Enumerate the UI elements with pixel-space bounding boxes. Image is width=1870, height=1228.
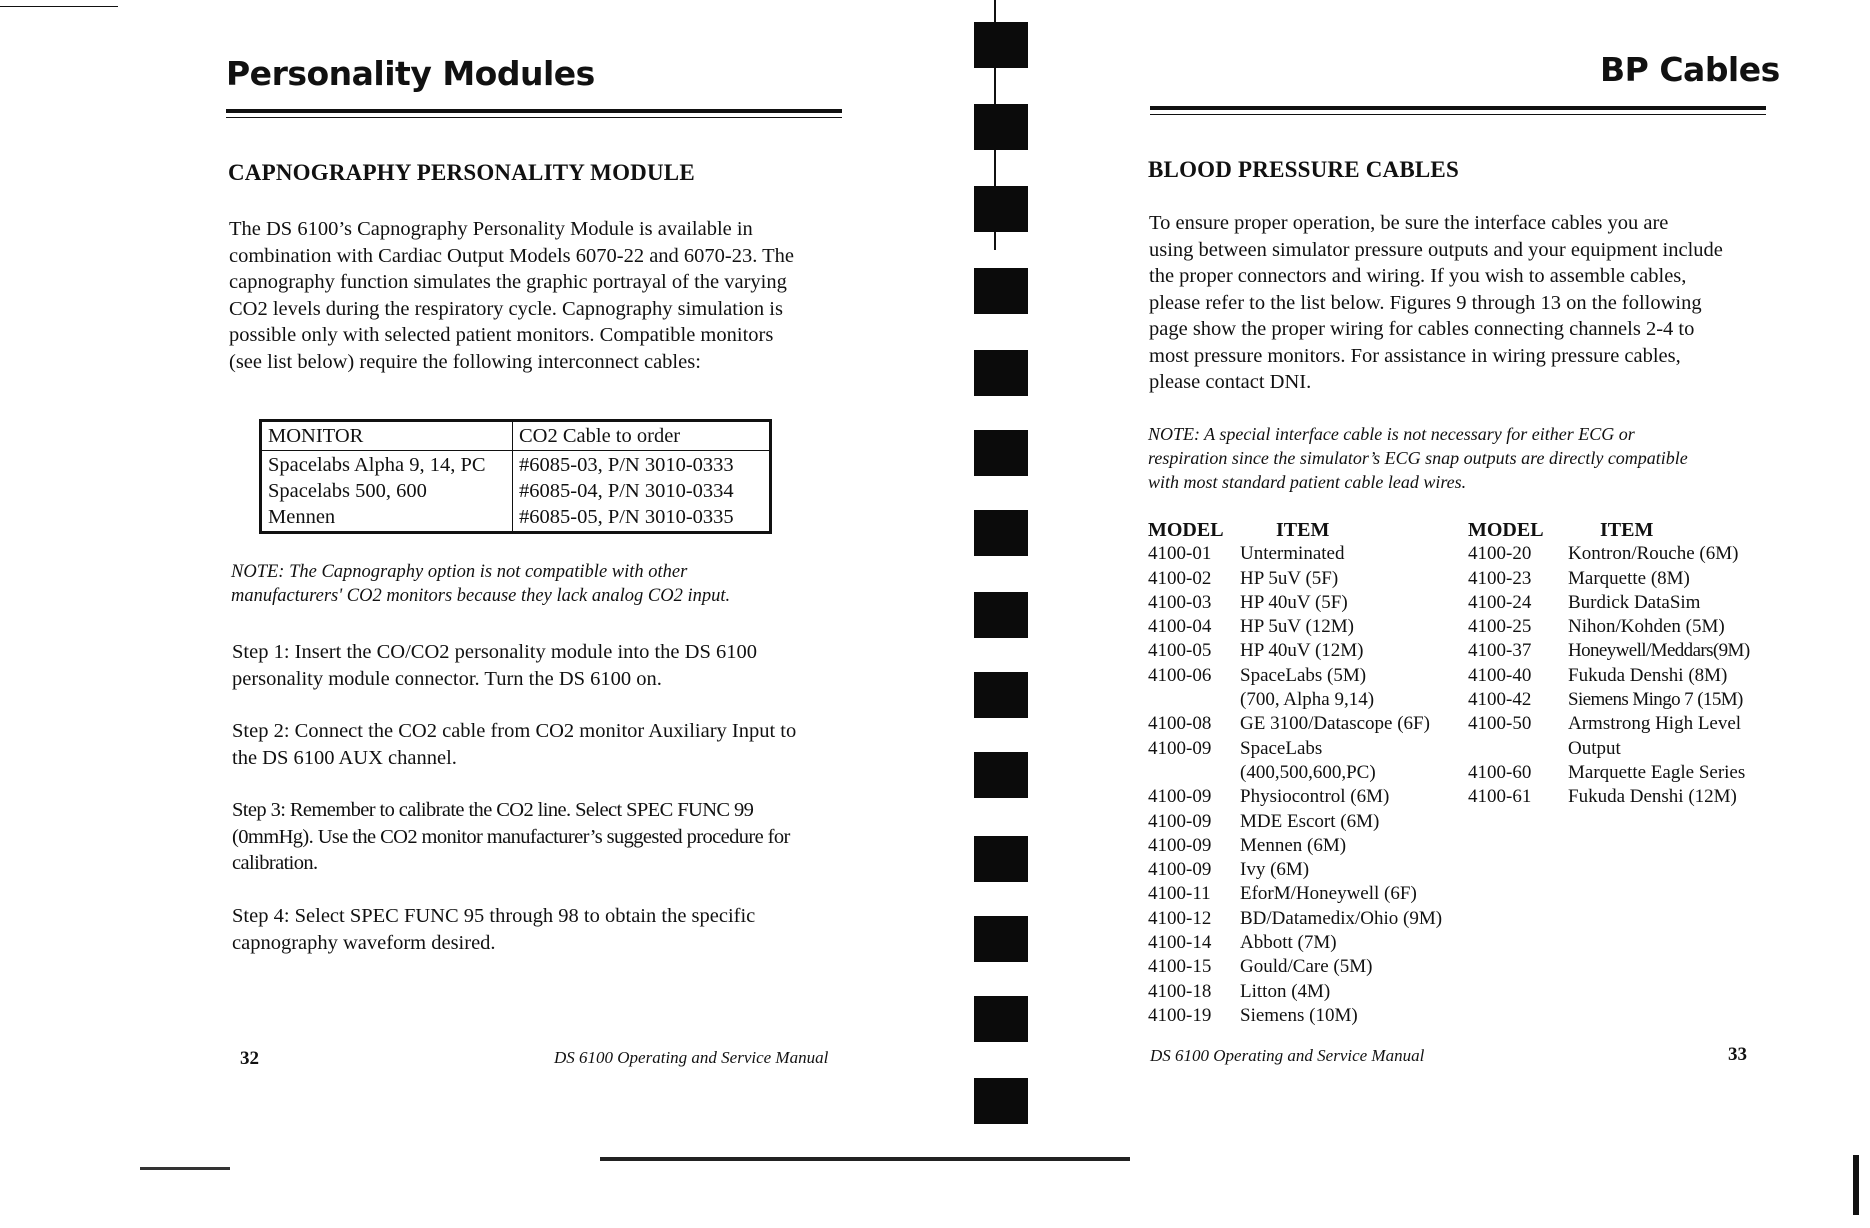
model-cell: 4100-19 — [1148, 1004, 1212, 1026]
item-cell: Kontron/Rouche (6M) — [1568, 543, 1739, 565]
item-cell: SpaceLabs — [1240, 737, 1323, 759]
cable-cell: #6085-04, P/N 3010-0334 — [519, 480, 734, 502]
step-line: personality module connector. Turn the DS 6100 on. — [232, 667, 662, 690]
item-cell: Marquette Eagle Series — [1568, 761, 1746, 783]
item-cell: HP 40uV (12M) — [1240, 640, 1364, 662]
list-item — [1148, 567, 1442, 591]
item-cell: HP 40uV (5F) — [1240, 591, 1348, 613]
step-line: Step 4: Select SPEC FUNC 95 through 98 to obtain the specific — [232, 905, 756, 927]
intro-line: The DS 6100’s Capnography Personality Module is available in — [229, 218, 753, 240]
cable-list-right — [1468, 518, 1750, 810]
cable-cell: #6085-05, P/N 3010-0335 — [519, 506, 734, 528]
list-item — [1148, 591, 1442, 615]
item-header: ITEM — [1600, 519, 1654, 541]
scan-edge-bottom-center — [600, 1157, 1130, 1161]
model-cell: 4100-09 — [1148, 810, 1212, 832]
step-line: Step 3: Remember to calibrate the CO2 line. Select SPEC FUNC 99 — [232, 799, 754, 821]
table-header-cable: CO2 Cable to order — [513, 421, 771, 451]
cable-cells — [513, 451, 771, 533]
model-cell: 4100-04 — [1148, 616, 1212, 638]
co2-cable-table — [259, 419, 772, 534]
model-cell: 4100-23 — [1468, 567, 1532, 589]
model-cell: 4100-02 — [1148, 567, 1212, 589]
model-cell: 4100-09 — [1148, 834, 1212, 856]
list-item — [1148, 907, 1442, 931]
scan-edge-line — [0, 6, 118, 7]
step-4 — [232, 903, 872, 956]
step-line: the DS 6100 AUX channel. — [232, 746, 457, 769]
intro-line: please contact DNI. — [1149, 371, 1312, 393]
model-cell: 4100-18 — [1148, 980, 1212, 1002]
item-cell: Ivy (6M) — [1240, 859, 1310, 881]
left-header-rule-thin — [226, 117, 842, 118]
intro-line: (see list below) require the following interconnect cables: — [229, 350, 701, 373]
model-cell: 4100-42 — [1468, 689, 1532, 711]
intro-line: CO2 levels during the respiratory cycle. Capnography simulation is — [229, 297, 783, 320]
item-cell: BD/Datamedix/Ohio (9M) — [1240, 907, 1443, 929]
cable-list-header — [1468, 518, 1750, 542]
model-cell — [1148, 761, 1240, 785]
model-cell: 4100-60 — [1468, 761, 1532, 783]
item-cell: Marquette (8M) — [1568, 567, 1690, 589]
list-item — [1148, 664, 1442, 688]
step-line: Step 1: Insert the CO/CO2 personality module into the DS 6100 — [232, 641, 757, 663]
item-cell: (400,500,600,PC) — [1240, 761, 1376, 783]
model-cell: 4100-61 — [1468, 786, 1532, 808]
list-item — [1148, 810, 1442, 834]
list-item — [1468, 591, 1750, 615]
list-item — [1468, 688, 1750, 712]
monitor-cell: Spacelabs Alpha 9, 14, PC — [268, 454, 486, 476]
model-cell: 4100-06 — [1148, 664, 1212, 686]
list-item — [1468, 737, 1750, 761]
cable-list-header — [1148, 518, 1442, 542]
intro-line: page show the proper wiring for cables connecting channels 2-4 to — [1149, 318, 1695, 340]
step-line: calibration. — [232, 852, 318, 874]
model-cell: 4100-01 — [1148, 543, 1212, 565]
list-item — [1468, 615, 1750, 639]
model-cell: 4100-40 — [1468, 664, 1532, 686]
left-header-rule — [226, 109, 842, 113]
item-cell: MDE Escort (6M) — [1240, 810, 1380, 832]
item-cell: Abbott (7M) — [1240, 932, 1337, 954]
note-line: NOTE: A special interface cable is not necessary for either ECG or — [1148, 424, 1635, 444]
right-header-rule — [1150, 106, 1766, 110]
intro-line: the proper connectors and wiring. If you wish to assemble cables, — [1149, 265, 1687, 287]
note-line: with most standard patient cable lead wires. — [1148, 472, 1467, 492]
list-item — [1148, 882, 1442, 906]
model-cell: 4100-37 — [1468, 640, 1532, 662]
model-cell: 4100-25 — [1468, 616, 1532, 638]
note-line: NOTE: The Capnography option is not compatible with other — [231, 562, 688, 582]
model-cell: 4100-03 — [1148, 591, 1212, 613]
list-item — [1468, 785, 1750, 809]
left-footer-title: DS 6100 Operating and Service Manual — [554, 1048, 829, 1067]
scan-edge-bottom-right — [1853, 1155, 1859, 1215]
list-item — [1148, 1004, 1442, 1028]
item-cell: HP 5uV (5F) — [1240, 567, 1339, 589]
monitor-cells — [261, 451, 513, 533]
list-item — [1148, 931, 1442, 955]
step-1 — [232, 639, 872, 692]
item-cell: Output — [1568, 737, 1621, 759]
list-item — [1148, 834, 1442, 858]
model-cell: 4100-15 — [1148, 956, 1212, 978]
list-item — [1148, 688, 1442, 712]
intro-line: capnography function simulates the graphic portrayal of the varying — [229, 271, 787, 293]
cable-cell: #6085-03, P/N 3010-0333 — [519, 454, 734, 476]
bp-intro — [1149, 210, 1799, 396]
list-item — [1148, 639, 1442, 663]
item-cell: Fukuda Denshi (12M) — [1568, 786, 1737, 808]
intro-line: most pressure monitors. For assistance in wiring pressure cables, — [1149, 344, 1681, 367]
step-3 — [232, 797, 872, 877]
item-cell: SpaceLabs (5M) — [1240, 664, 1367, 686]
model-cell: 4100-08 — [1148, 713, 1212, 735]
cable-list-left — [1148, 518, 1442, 1028]
capnography-note — [231, 560, 871, 608]
model-cell: 4100-09 — [1148, 786, 1212, 808]
note-line: respiration since the simulator’s ECG snap outputs are directly compatible — [1148, 448, 1688, 468]
table-header-monitor: MONITOR — [261, 421, 513, 451]
item-cell: Honeywell/Meddars(9M) — [1568, 640, 1750, 662]
note-line: manufacturers' CO2 monitors because they lack analog CO2 input. — [231, 586, 731, 606]
model-cell: 4100-12 — [1148, 907, 1212, 929]
scan-edge-bottom-left — [140, 1167, 230, 1170]
model-cell — [1468, 737, 1568, 761]
item-cell: (700, Alpha 9,14) — [1240, 689, 1375, 711]
model-cell: 4100-14 — [1148, 932, 1212, 954]
item-cell: Armstrong High Level — [1568, 713, 1742, 735]
list-item — [1148, 737, 1442, 761]
model-cell: 4100-09 — [1148, 737, 1212, 759]
step-line: capnography waveform desired. — [232, 931, 496, 954]
intro-line: possible only with selected patient monitors. Compatible monitors — [229, 324, 774, 346]
right-page-header: BP Cables — [1600, 50, 1780, 89]
bp-note — [1148, 422, 1828, 494]
model-cell — [1148, 688, 1240, 712]
list-item — [1148, 858, 1442, 882]
model-header: MODEL — [1468, 519, 1544, 541]
list-item — [1148, 542, 1442, 566]
capnography-intro — [229, 216, 869, 375]
item-cell: Fukuda Denshi (8M) — [1568, 664, 1728, 686]
table-header-row — [261, 421, 771, 451]
model-cell: 4100-11 — [1148, 883, 1211, 905]
item-header: ITEM — [1276, 519, 1330, 541]
item-cell: Nihon/Kohden (5M) — [1568, 616, 1725, 638]
list-item — [1468, 761, 1750, 785]
item-cell: Physiocontrol (6M) — [1240, 786, 1390, 808]
right-header-rule-thin — [1150, 114, 1766, 115]
model-cell: 4100-24 — [1468, 591, 1532, 613]
monitor-cell: Mennen — [268, 506, 336, 528]
item-cell: Burdick DataSim — [1568, 591, 1701, 613]
item-cell: GE 3100/Datascope (6F) — [1240, 713, 1430, 735]
list-item — [1148, 980, 1442, 1004]
step-line: (0mmHg). Use the CO2 monitor manufacturer’s suggested procedure for — [232, 825, 790, 848]
table-row — [261, 451, 771, 533]
intro-line: using between simulator pressure outputs and your equipment include — [1149, 238, 1723, 261]
intro-line: To ensure proper operation, be sure the interface cables you are — [1149, 212, 1669, 234]
model-cell: 4100-20 — [1468, 543, 1532, 565]
item-cell: Siemens (10M) — [1240, 1004, 1358, 1026]
item-cell: Litton (4M) — [1240, 980, 1331, 1002]
item-cell: HP 5uV (12M) — [1240, 616, 1355, 638]
list-item — [1468, 712, 1750, 736]
item-cell: EforM/Honeywell (6F) — [1240, 883, 1417, 905]
list-item — [1148, 761, 1442, 785]
model-cell: 4100-09 — [1148, 859, 1212, 881]
item-cell: Gould/Care (5M) — [1240, 956, 1373, 978]
monitor-cell: Spacelabs 500, 600 — [268, 480, 427, 502]
left-page-header: Personality Modules — [226, 54, 595, 93]
list-item — [1148, 712, 1442, 736]
intro-line: combination with Cardiac Output Models 6070-22 and 6070-23. The — [229, 244, 794, 267]
list-item — [1468, 664, 1750, 688]
model-header: MODEL — [1148, 519, 1224, 541]
left-page-number: 32 — [240, 1048, 259, 1069]
step-2 — [232, 718, 872, 771]
model-cell: 4100-50 — [1468, 713, 1532, 735]
list-item — [1468, 567, 1750, 591]
list-item — [1148, 955, 1442, 979]
intro-line: please refer to the list below. Figures 9 through 13 on the following — [1149, 291, 1702, 314]
right-page-number: 33 — [1728, 1044, 1747, 1065]
list-item — [1468, 639, 1750, 663]
right-section-title: BLOOD PRESSURE CABLES — [1148, 157, 1459, 182]
step-line: Step 2: Connect the CO2 cable from CO2 monitor Auxiliary Input to — [232, 720, 797, 742]
model-cell: 4100-05 — [1148, 640, 1212, 662]
item-cell: Siemens Mingo 7 (15M) — [1568, 689, 1743, 711]
item-cell: Unterminated — [1240, 543, 1345, 565]
list-item — [1148, 785, 1442, 809]
list-item — [1148, 615, 1442, 639]
right-footer-title: DS 6100 Operating and Service Manual — [1150, 1046, 1425, 1065]
list-item — [1468, 542, 1750, 566]
left-section-title: CAPNOGRAPHY PERSONALITY MODULE — [228, 160, 695, 185]
item-cell: Mennen (6M) — [1240, 834, 1347, 856]
